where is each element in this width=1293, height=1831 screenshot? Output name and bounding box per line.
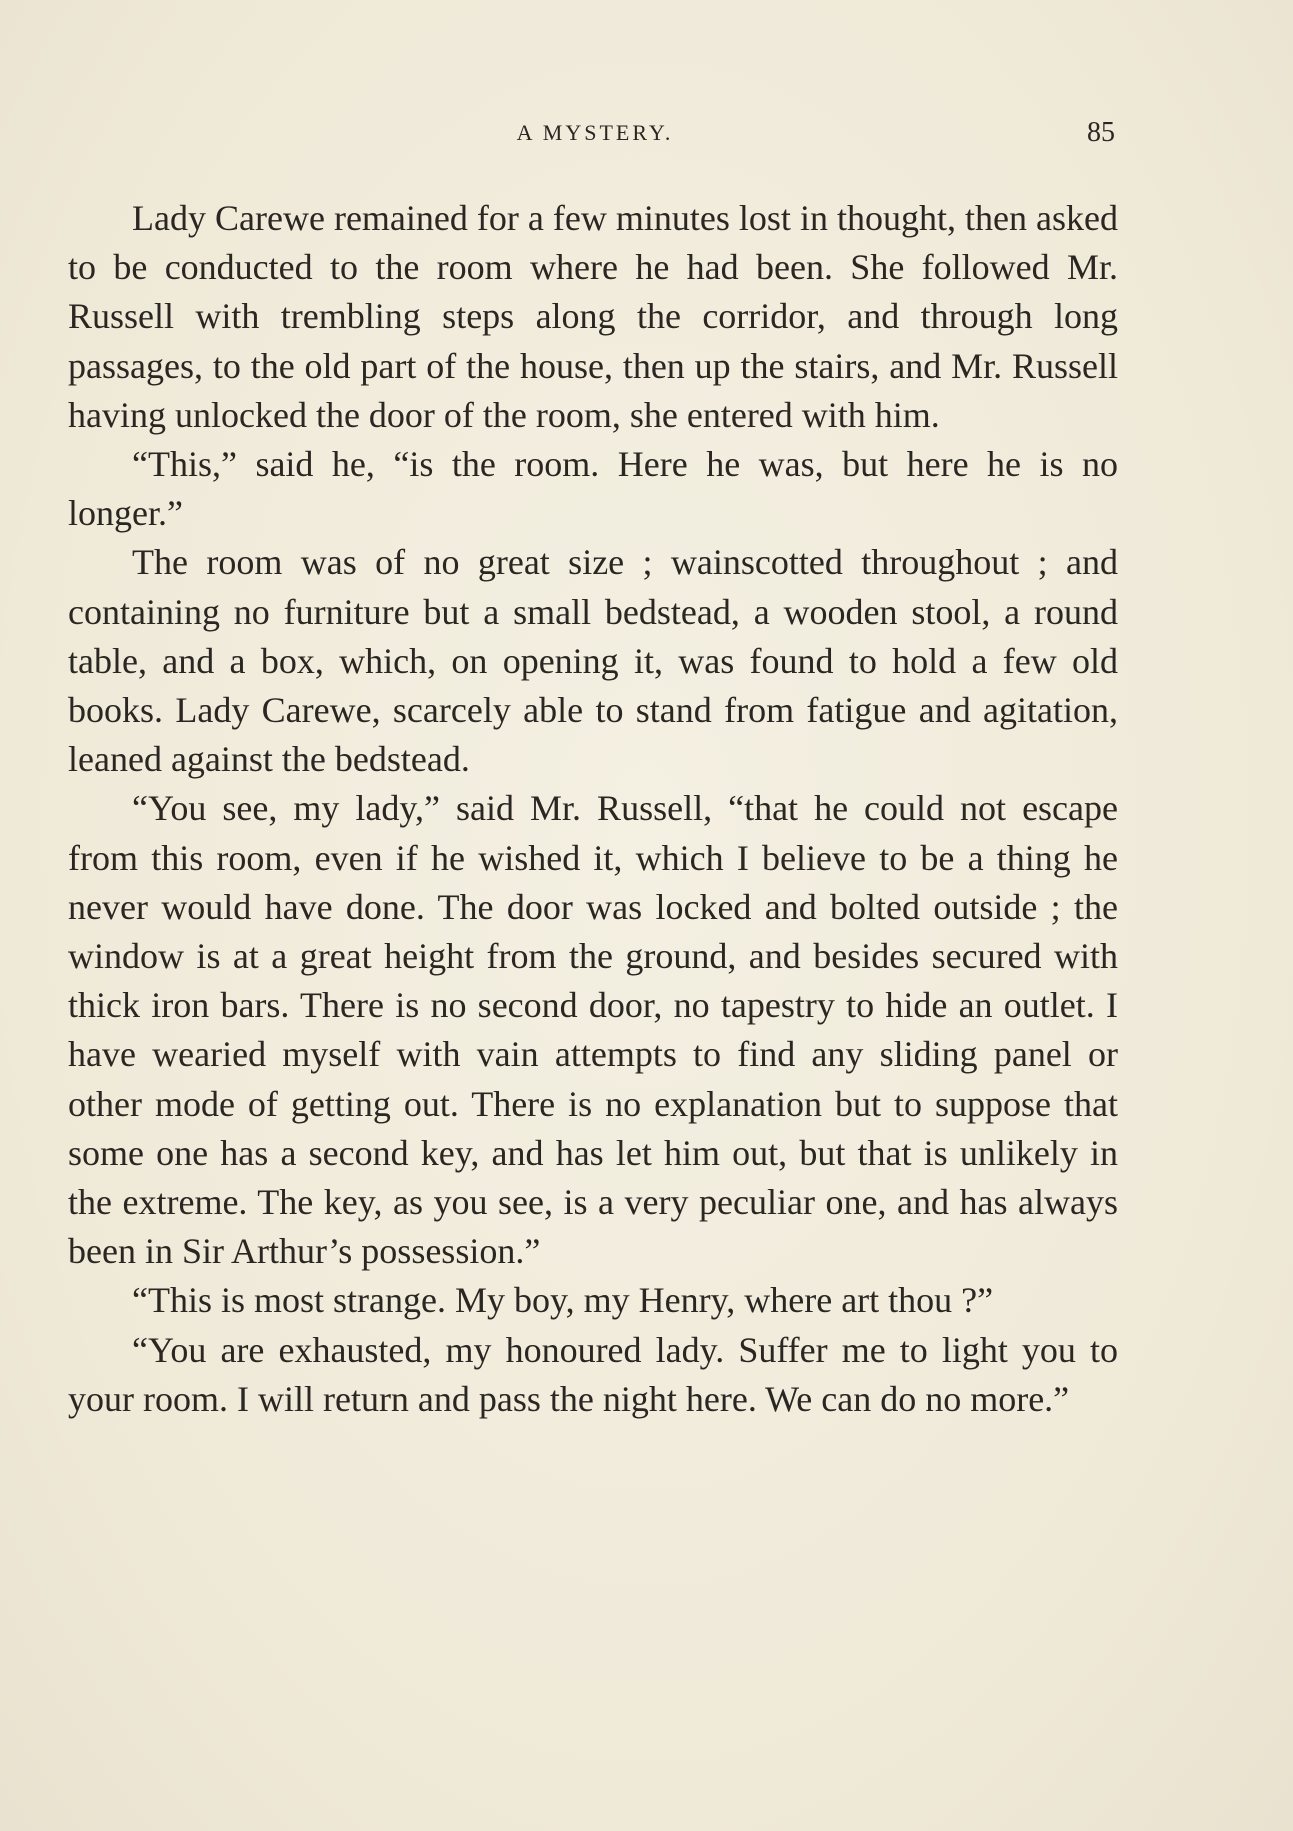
page-number: 85 bbox=[1087, 117, 1115, 148]
paragraph-2: “This,” said he, “is the room. Here he was, but here he is no longer.” bbox=[68, 444, 1118, 534]
paragraph-6: “You are exhausted, my honoured lady. Suffer me to light you to your room. I will return and pass the night here. We can do no more.” bbox=[68, 1329, 1118, 1419]
running-head bbox=[0, 118, 1293, 148]
paragraph-1: Lady Carewe remained for a few minutes lost in thought, then asked to be conducted to the room where he had been. She followed Mr. Russell with trembling steps along the corridor, and through long passages, to the old part of the house, then up the stairs, and Mr. Russell having unlocked the door of the room, she entered with him. bbox=[68, 198, 1118, 435]
paragraph-3: The room was of no great size ; wainscotted throughout ; and containing no furniture but a small bedstead, a wooden stool, a round table, and a box, which, on opening it, was found to hold a few old books. Lady Carewe, scarcely able to stand from fatigue and agitation, leaned against the bedstead. bbox=[68, 542, 1118, 780]
body-text bbox=[68, 194, 1118, 1424]
paragraph-5: “This is most strange. My boy, my Henry, where art thou ?” bbox=[132, 1280, 994, 1321]
paragraph-4: “You see, my lady,” said Mr. Russell, “that he could not escape from this room, even if he wished it, which I believe to be a thing he never would have done. The door was locked and bolted outside ; the window is at a great height from the ground, and besides secured with thick iron bars. There is no second door, no tapestry to hide an outlet. I have wearied myself with vain attempts to find any sliding panel or other mode of getting out. There is no explanation but to suppose that some one has a second key, and has let him out, but that is unlikely in the extreme. The key, as you see, is a very peculiar one, and has always been in Sir Arthur’s possession.” bbox=[68, 788, 1118, 1272]
running-head-title: A MYSTERY. bbox=[516, 120, 674, 145]
